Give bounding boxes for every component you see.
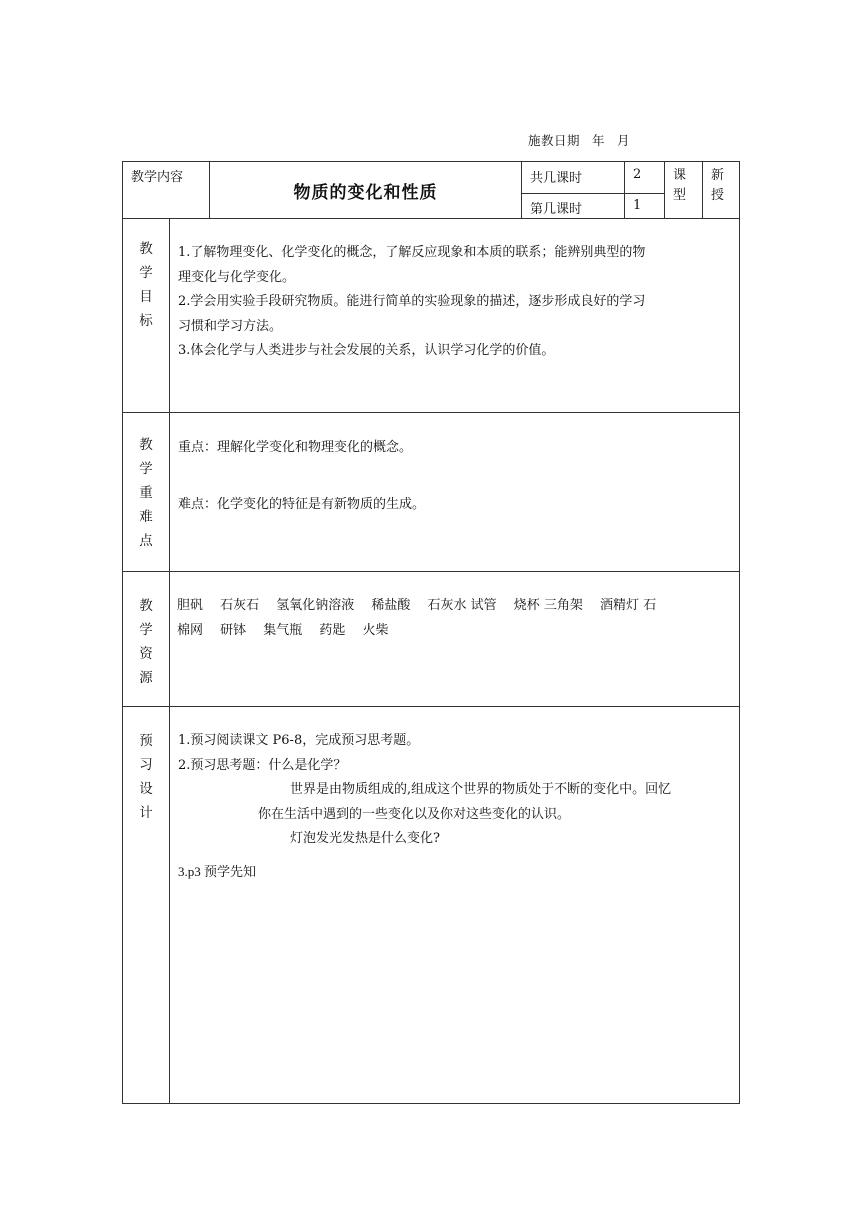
lesson-title: 物质的变化和性质 bbox=[210, 162, 522, 219]
resources-label bbox=[123, 572, 170, 707]
course-type-label-char: 型 bbox=[673, 188, 687, 203]
course-type-value-char: 授 bbox=[711, 188, 725, 203]
preview-line: 3.p3 预学先知 bbox=[178, 863, 257, 879]
label-char: 源 bbox=[139, 670, 153, 686]
label-char: 教 bbox=[139, 437, 153, 453]
objective-line: 1.了解物理变化、化学变化的概念，了解反应现象和本质的联系；能辨别典型的物 bbox=[178, 245, 646, 260]
focus-text: 重点：理解化学变化和物理变化的概念。 bbox=[178, 440, 413, 455]
objective-line: 理变化与化学变化。 bbox=[178, 269, 296, 285]
label-char: 学 bbox=[139, 622, 153, 638]
label-char: 教 bbox=[139, 241, 153, 257]
objective-line: 2.学会用实验手段研究物质。能进行简单的实验现象的描述，逐步形成良好的学习 bbox=[178, 294, 646, 309]
preview-content bbox=[170, 707, 740, 1104]
key-points-content bbox=[170, 413, 740, 572]
objectives-label bbox=[123, 219, 170, 413]
preview-line: 你在生活中遇到的一些变化以及你对这些变化的认识。 bbox=[258, 806, 571, 822]
total-hours-label: 共几课时 bbox=[522, 162, 625, 194]
course-type-value-char: 新 bbox=[711, 168, 725, 183]
label-char: 难 bbox=[139, 509, 153, 525]
label-char: 学 bbox=[139, 265, 153, 281]
preview-line: 1.预习阅读课文 P6-8，完成预习思考题。 bbox=[178, 733, 420, 748]
label-char: 预 bbox=[139, 733, 153, 749]
label-char: 教 bbox=[139, 598, 153, 614]
objective-line: 3.体会化学与人类进步与社会发展的关系，认识学习化学的价值。 bbox=[178, 343, 555, 358]
lesson-plan-table bbox=[122, 161, 740, 1104]
course-type-label-char: 课 bbox=[673, 168, 687, 183]
preview-line: 灯泡发光发热是什么变化? bbox=[290, 831, 440, 846]
label-char: 计 bbox=[139, 805, 153, 821]
key-points-label bbox=[123, 413, 170, 572]
label-char: 重 bbox=[139, 485, 153, 501]
total-hours-value: 2 bbox=[625, 162, 665, 194]
objective-line: 习惯和学习方法。 bbox=[178, 318, 283, 334]
current-hour-value: 1 bbox=[625, 194, 665, 219]
current-hour-label: 第几课时 bbox=[522, 194, 625, 219]
preview-line: 2.预习思考题：什么是化学？ bbox=[178, 757, 347, 773]
month-label: 月 bbox=[617, 133, 631, 148]
objectives-content bbox=[170, 219, 740, 413]
label-char: 设 bbox=[139, 781, 153, 797]
resource-line: 棉网 研钵 集气瓶 药匙 火柴 bbox=[177, 622, 389, 638]
resource-line: 胆矾 石灰石 氢氧化钠溶液 稀盐酸 石灰水 试管 烧杯 三角架 酒精灯 石 bbox=[177, 598, 657, 613]
course-type-label bbox=[665, 162, 703, 219]
date-label: 施教日期 bbox=[528, 133, 581, 148]
year-label: 年 bbox=[592, 133, 606, 148]
label-char: 标 bbox=[139, 313, 153, 329]
preview-label bbox=[123, 707, 170, 1104]
label-char: 学 bbox=[139, 461, 153, 477]
label-char: 资 bbox=[139, 646, 153, 662]
preview-line: 世界是由物质组成的,组成这个世界的物质处于不断的变化中。回忆 bbox=[290, 782, 672, 797]
resources-content bbox=[170, 572, 740, 707]
teaching-date-line bbox=[528, 131, 642, 149]
difficulty-text: 难点：化学变化的特征是有新物质的生成。 bbox=[178, 496, 426, 512]
content-label: 教学内容 bbox=[123, 162, 210, 219]
course-type-value bbox=[703, 162, 740, 219]
label-char: 目 bbox=[139, 289, 153, 305]
label-char: 习 bbox=[139, 757, 153, 773]
label-char: 点 bbox=[139, 533, 153, 549]
